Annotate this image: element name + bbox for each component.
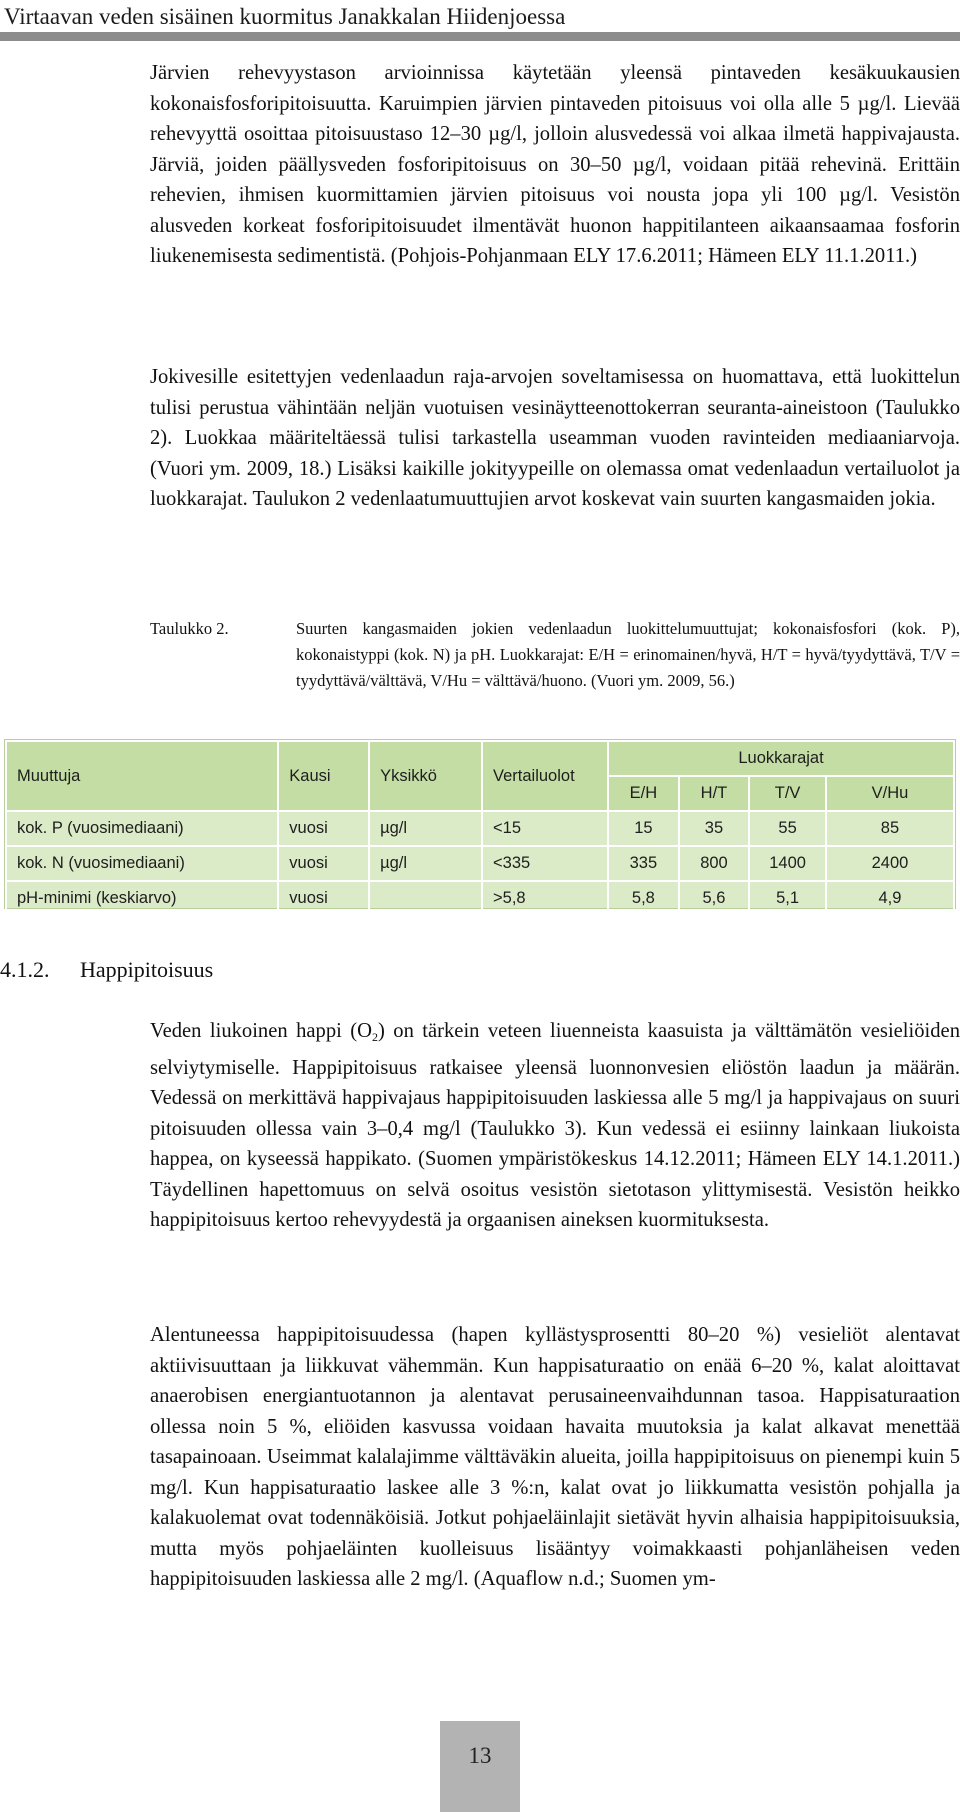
header-class-vhu: V/Hu [826, 776, 954, 811]
table-caption [150, 616, 960, 694]
cell-season: vuosi [278, 881, 369, 916]
cell-variable: kok. N (vuosimediaani) [6, 846, 278, 881]
table-row [6, 846, 954, 881]
running-header-title: Virtaavan veden sisäinen kuormitus Janakkalan Hiidenjoessa [4, 4, 566, 29]
header-season: Kausi [278, 741, 369, 811]
paragraph-o2-intro: Veden liukoinen happi (O [150, 1020, 372, 1042]
paragraph-oxygen-saturation: Alentuneessa happipitoisuudessa (hapen kyllästysprosentti 80–20 %) vesieliöt alentavat aktiivisuuttaan ja liikkuvat vähemmän. Kun happisaturaatio on enää 6–20 %, kalat aloittavat anaerobisen energiantuotannon ja alentavat perusaineenvaihdunnan tasoa. Happisaturaation ollessa noin 5 %, eliöiden kasvussa voidaan havaita muutoksia ja kalat alkavat menettää tasapainoaan. Useimmat kalalajimme välttäväkin alueita, joilla happipitoisuus on pienempi kuin 5 mg/l. Kun happisaturaatio laskee alle 3 %:n, kalat ovat jo liikkumatta vesistön pohjalla ja kalakuolemat ovat todennäköisiä. Jotkut pohjaeläinlajit sietävät hyvin alhaisia happipitoisuuksia, mutta myös pohjaeläinten kuolleisuus lisääntyy voimakkaasti pohjanläheisen veden happipitoisuuden laskiessa alle 2 mg/l. (Aquaflow n.d.; Suomen ym- [150, 1324, 960, 1590]
header-class-eh: E/H [608, 776, 679, 811]
cell-limit-vhu: 2400 [826, 846, 954, 881]
header-unit: Yksikkö [369, 741, 482, 811]
table-row [6, 881, 954, 916]
cell-limit-eh: 5,8 [608, 881, 679, 916]
paragraph-o2-rest: ) on tärkein veteen liuenneista kaasuista ja välttämätön vesieliöiden selviytymiselle. Happipitoisuus ratkaisee yleensä luonnonvesien eliöstön laadun ja määrän. Vedessä on merkittävä happivajaus happipitoisuuden laskiessa alle 5 mg/l ja happivajaus on suuri pitoisuuden ollessa vain 3–0,4 mg/l (Taulukko 3). Kun vedessä ei esiinny lainkaan liukoista happea, on kyseessä happikato. (Suomen ympäristökeskus 14.12.2011; Hämeen ELY 14.1.2011.) Täydellinen hapettomuus on selvä osoitus vesistön sietotason ylittymisestä. Vesistön heikko happipitoisuus kertoo rehevyydestä ja orgaanisen aineksen kuormituksesta. [150, 1020, 960, 1231]
cell-limit-ht: 800 [679, 846, 750, 881]
cell-limit-vhu: 85 [826, 811, 954, 846]
cell-limit-ht: 35 [679, 811, 750, 846]
cell-unit [369, 881, 482, 916]
cell-reference: >5,8 [482, 881, 608, 916]
page-number: 13 [468, 1743, 492, 1768]
cell-unit: µg/l [369, 846, 482, 881]
cell-reference: <15 [482, 811, 608, 846]
table-caption-label: Taulukko 2. [150, 619, 229, 638]
header-rule [0, 32, 960, 41]
paragraph-eutrophication-levels: Järvien rehevyystason arvioinnissa käytetään yleensä pintaveden kesäkuukausien kokonaisfosforipitoisuutta. Karuimpien järvien pintaveden pitoisuus voi olla alle 5 µg/l. Lievää rehevyyttä osoittaa pitoisuustaso 12–30 µg/l, jolloin alusvedessä voi alkaa ilmetä happivajausta. Järviä, joiden päällysveden fosforipitoisuus on 30–50 µg/l, voidaan pitää rehevinä. Erittäin rehevien, ihmisen kuormittamien järvien pitoisuus voi nousta jopa yli 100 µg/l. Vesistön alusveden korkeat fosforipitoisuudet ilmentävät huonon happitilanteen aikaansaamaa fosforin liukenemisesta sedimentistä. (Pohjois-Pohjanmaan ELY 17.6.2011; Hämeen ELY 11.1.2011.) [150, 62, 960, 267]
page-number-box [440, 1721, 520, 1812]
classification-table [4, 739, 956, 909]
cell-limit-tv: 5,1 [749, 881, 826, 916]
table-caption-text: Suurten kangasmaiden jokien vedenlaadun luokittelumuuttujat; kokonaisfosfori (kok. P), kokonaistyppi (kok. N) ja pH. Luokkarajat: E/H = erinomainen/hyvä, H/T = hyvä/tyydyttävä, T/V = tyydyttävä/välttävä, V/Hu = välttävä/huono. (Vuori ym. 2009, 56.) [296, 619, 960, 690]
cell-limit-eh: 335 [608, 846, 679, 881]
cell-season: vuosi [278, 811, 369, 846]
running-header [0, 0, 960, 44]
section-title: Happipitoisuus [80, 957, 214, 982]
cell-variable: kok. P (vuosimediaani) [6, 811, 278, 846]
cell-limit-tv: 55 [749, 811, 826, 846]
cell-reference: <335 [482, 846, 608, 881]
paragraph-river-limits: Jokivesille esitettyjen vedenlaadun raja-arvojen soveltamisessa on huomattava, että luokittelun tulisi perustua vähintään neljän vuotuisen vesinäytteenottokerran seuranta-aineistoon (Taulukko 2). Luokkaa määriteltäessä tulisi tarkastella useamman vuoden ravinteiden mediaaniarvoja. (Vuori ym. 2009, 18.) Lisäksi kaikille jokityypeille on olemassa omat vedenlaadun vertailuolot ja luokkarajat. Taulukon 2 vedenlaatumuuttujien arvot koskevat vain suurten kangasmaiden jokia. [150, 366, 960, 510]
cell-variable: pH-minimi (keskiarvo) [6, 881, 278, 916]
cell-unit: µg/l [369, 811, 482, 846]
cell-limit-vhu: 4,9 [826, 881, 954, 916]
paragraph-dissolved-oxygen [150, 1016, 960, 1236]
header-variable: Muuttuja [6, 741, 278, 811]
header-reference: Vertailuolot [482, 741, 608, 811]
cell-limit-eh: 15 [608, 811, 679, 846]
cell-season: vuosi [278, 846, 369, 881]
header-class-limits: Luokkarajat [608, 741, 954, 776]
table-row [6, 811, 954, 846]
header-class-tv: T/V [749, 776, 826, 811]
header-class-ht: H/T [679, 776, 750, 811]
cell-limit-ht: 5,6 [679, 881, 750, 916]
o2-subscript: 2 [372, 1030, 378, 1044]
cell-limit-tv: 1400 [749, 846, 826, 881]
section-number: 4.1.2. [0, 957, 50, 982]
